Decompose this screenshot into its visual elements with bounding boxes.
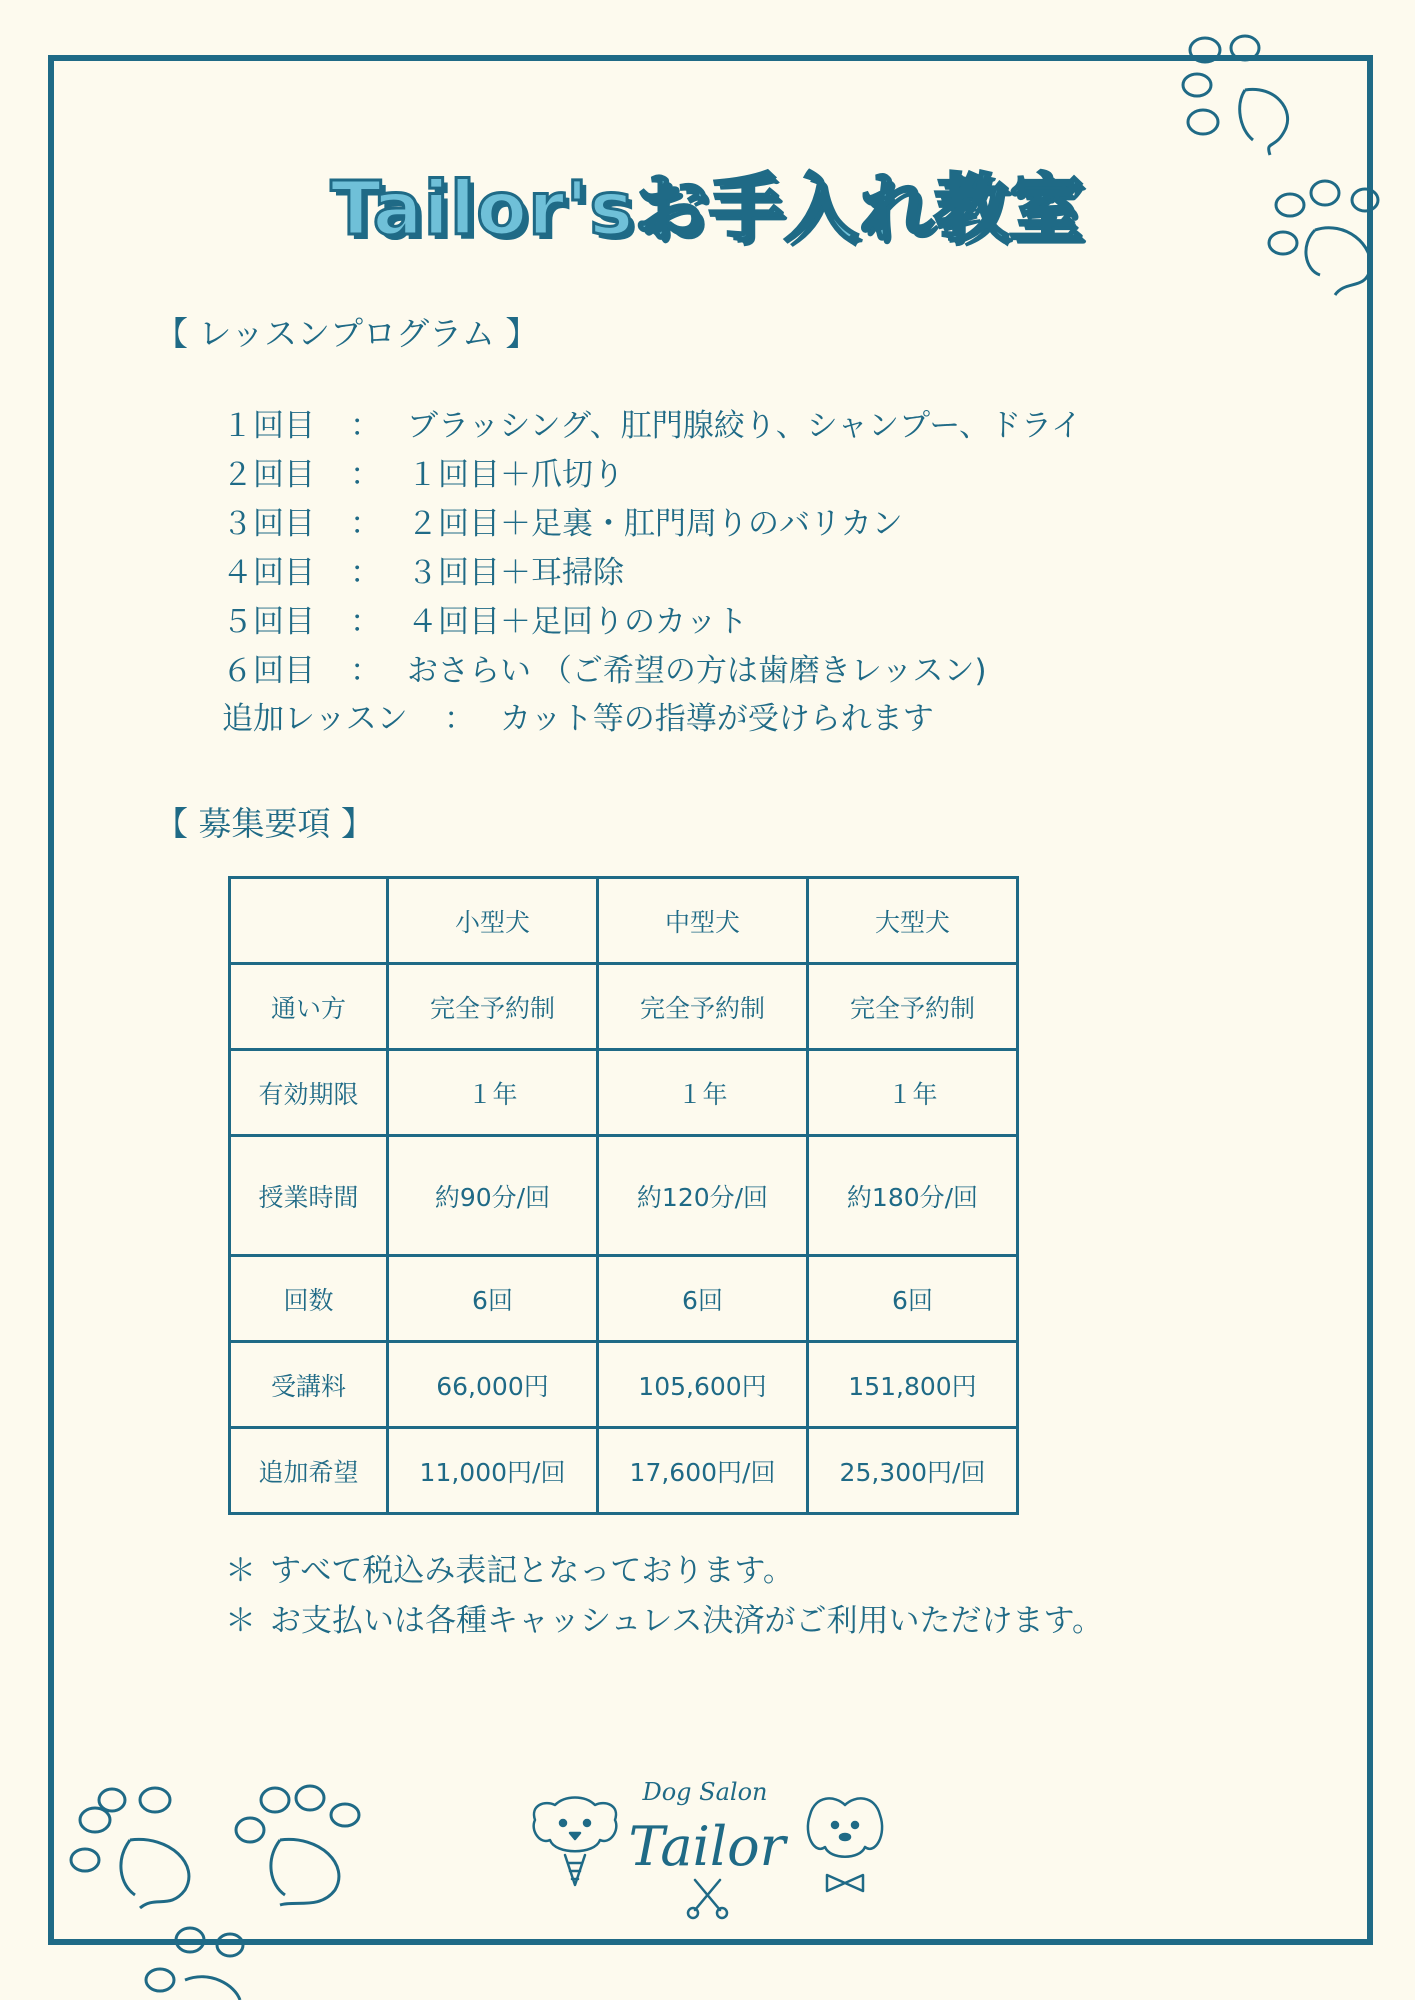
- note-text: お支払いは各種キャッシュレス決済がご利用いただけます。: [270, 1603, 1103, 1639]
- table-row: [230, 1428, 1018, 1514]
- table-header-cell: 小型犬: [388, 878, 598, 964]
- notes-list: [225, 1545, 1103, 1645]
- paw-print-icon: [225, 1780, 375, 1920]
- lesson-description: ２回目＋足裏・肛門周りのバリカン: [407, 506, 903, 542]
- logo-line1: Dog Salon: [642, 1778, 768, 1806]
- table-cell: 6回: [388, 1256, 598, 1342]
- scissors-icon: [688, 1880, 727, 1918]
- lesson-section-heading: 【 レッスンプログラム 】: [155, 314, 539, 353]
- row-label-cell: 受講料: [230, 1342, 388, 1428]
- lesson-description: おさらい （ご希望の方は歯磨きレッスン): [407, 653, 987, 689]
- lesson-colon: ：: [350, 457, 381, 493]
- table-cell: 完全予約制: [808, 964, 1018, 1050]
- lesson-colon: ：: [350, 506, 381, 542]
- recruit-table: [228, 876, 1019, 1515]
- table-row: [230, 1256, 1018, 1342]
- row-label-cell: 有効期限: [230, 1050, 388, 1136]
- paw-print-icon: [60, 1780, 210, 1920]
- table-row: [230, 1050, 1018, 1136]
- note-item: [225, 1595, 1103, 1645]
- table-cell: 25,300円/回: [808, 1428, 1018, 1514]
- table-header-cell: 大型犬: [808, 878, 1018, 964]
- table-cell: １年: [808, 1050, 1018, 1136]
- table-cell: 105,600円: [598, 1342, 808, 1428]
- logo-line2: Tailor: [628, 1815, 786, 1878]
- table-cell: １年: [388, 1050, 598, 1136]
- table-cell: 17,600円/回: [598, 1428, 808, 1514]
- lesson-colon: ：: [350, 653, 381, 689]
- table-header-row: [230, 878, 1018, 964]
- row-label-cell: 追加希望: [230, 1428, 388, 1514]
- lesson-description: ４回目＋足回りのカット: [407, 604, 748, 640]
- lesson-colon: ：: [350, 604, 381, 640]
- row-label-cell: 回数: [230, 1256, 388, 1342]
- table-cell: 6回: [808, 1256, 1018, 1342]
- lesson-description: ブラッシング、肛門腺絞り、シャンプー、ドライ: [407, 408, 1083, 444]
- asterisk-mark: ＊: [225, 1553, 256, 1589]
- lesson-number: ３回目: [222, 506, 315, 542]
- table-cell: 完全予約制: [388, 964, 598, 1050]
- row-label-cell: 授業時間: [230, 1136, 388, 1256]
- table-row: [230, 1342, 1018, 1428]
- lesson-colon: ：: [350, 555, 381, 591]
- paw-print-icon: [140, 1920, 250, 2000]
- lesson-description: カット等の指導が受けられます: [500, 701, 934, 737]
- dog-face-icon: [808, 1798, 882, 1891]
- table-row: [230, 1136, 1018, 1256]
- table-cell: 6回: [598, 1256, 808, 1342]
- lesson-number: ６回目: [222, 653, 315, 689]
- table-row: [230, 964, 1018, 1050]
- lesson-number: 追加レッスン: [222, 701, 408, 737]
- page-title: Tailor'sお手入れ教室: [330, 166, 1085, 252]
- note-item: [225, 1545, 1103, 1595]
- lesson-number: １回目: [222, 408, 315, 444]
- table-cell: 11,000円/回: [388, 1428, 598, 1514]
- lesson-number: ４回目: [222, 555, 315, 591]
- table-cell: 約120分/回: [598, 1136, 808, 1256]
- table-cell: 151,800円: [808, 1342, 1018, 1428]
- recruit-section-heading: 【 募集要項 】: [155, 804, 374, 843]
- dog-face-icon: [534, 1798, 617, 1886]
- note-text: すべて税込み表記となっております。: [270, 1553, 794, 1589]
- lesson-colon: ：: [350, 408, 381, 444]
- row-label-cell: 通い方: [230, 964, 388, 1050]
- lesson-description: １回目＋爪切り: [407, 457, 624, 493]
- lesson-number: ２回目: [222, 457, 315, 493]
- table-cell: 約180分/回: [808, 1136, 1018, 1256]
- table-header-cell: 中型犬: [598, 878, 808, 964]
- lesson-colon: ：: [444, 701, 475, 737]
- asterisk-mark: ＊: [225, 1603, 256, 1639]
- table-cell: 66,000円: [388, 1342, 598, 1428]
- lesson-number: ５回目: [222, 604, 315, 640]
- table-cell: 完全予約制: [598, 964, 808, 1050]
- table-cell: １年: [598, 1050, 808, 1136]
- table-header-cell: [230, 878, 388, 964]
- lesson-description: ３回目＋耳掃除: [407, 555, 624, 591]
- table-cell: 約90分/回: [388, 1136, 598, 1256]
- paw-print-icon: [1175, 30, 1315, 160]
- dog-salon-logo: [515, 1765, 895, 1925]
